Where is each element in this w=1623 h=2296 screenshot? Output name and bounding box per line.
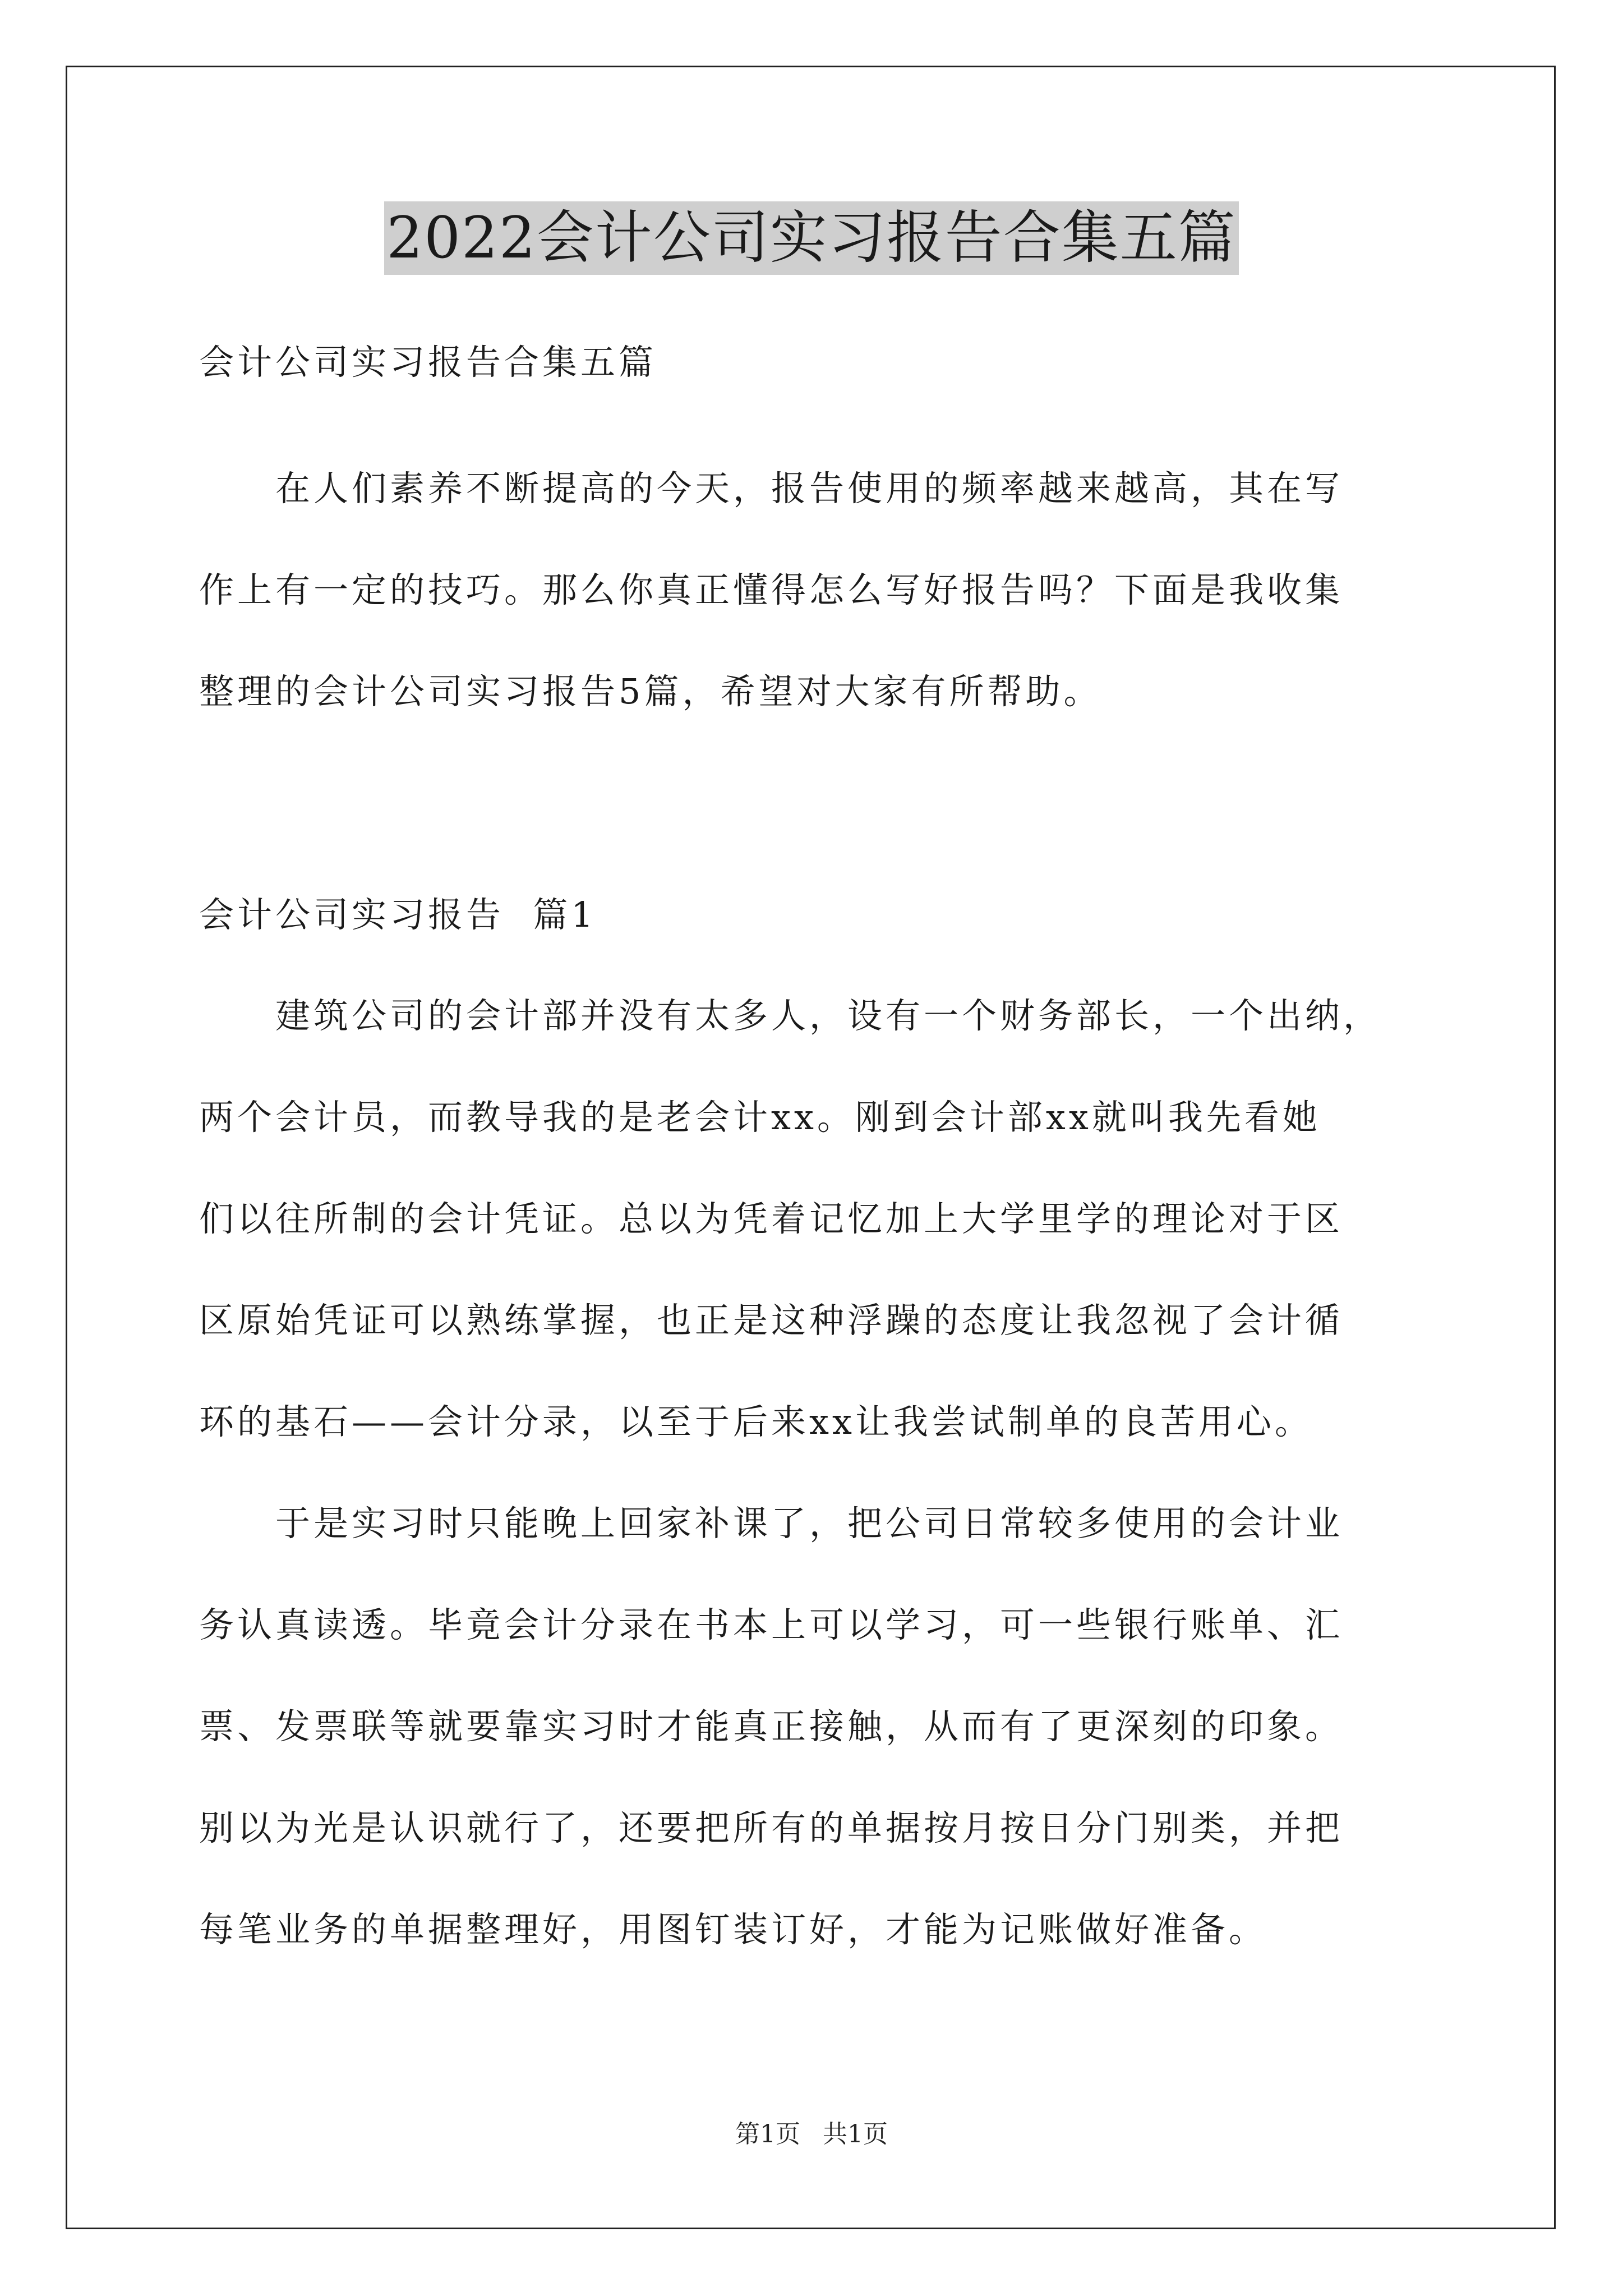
body-line: 建筑公司的会计部并没有太多人，设有一个财务部长，一个出纳， [199,995,1382,1036]
body-line: 区原始凭证可以熟练掌握，也正是这种浮躁的态度让我忽视了会计循 [199,1300,1344,1341]
document-subtitle: 会计公司实习报告合集五篇 [199,342,657,383]
body-line: 于是实习时只能晚上回家补课了，把公司日常较多使用的会计业 [199,1503,1344,1544]
subtitle-block [199,311,1433,413]
body-line: 两个会计员，而教导我的是老会计xx。刚到会计部xx就叫我先看她 [199,1097,1321,1138]
page-number-total: 共1页 [823,2120,888,2148]
intro-line: 作上有一定的技巧。那么你真正懂得怎么写好报告吗？下面是我收集 [199,569,1344,610]
body-line: 每笔业务的单据整理好，用图钉装订好，才能为记账做好准备。 [199,1909,1267,1950]
body-line: 务认真读透。毕竟会计分录在书本上可以学习，可一些银行账单、汇 [199,1604,1344,1645]
body-line: 别以为光是认识就行了，还要把所有的单据按月按日分门别类，并把 [199,1807,1344,1848]
document-title-text: 2022会计公司实习报告合集五篇 [384,201,1239,275]
body-line: 票、发票联等就要靠实习时才能真正接触，从而有了更深刻的印象。 [199,1706,1344,1747]
section-body [199,965,1433,1980]
document-title [0,199,1623,278]
section-heading: 会计公司实习报告 篇1 [199,894,597,935]
page-footer [0,2118,1623,2151]
body-line: 环的基石——会计分录，以至于后来xx让我尝试制单的良苦用心。 [199,1401,1313,1442]
intro-line: 在人们素养不断提高的今天，报告使用的频率越来越高，其在写 [199,468,1344,509]
section-heading-block [199,864,1433,965]
intro-line: 整理的会计公司实习报告5篇，希望对大家有所帮助。 [199,671,1102,712]
intro-paragraph [199,438,1433,742]
page-number-current: 第1页 [735,2120,800,2148]
body-line: 们以往所制的会计凭证。总以为凭着记忆加上大学里学的理论对于区 [199,1198,1344,1239]
